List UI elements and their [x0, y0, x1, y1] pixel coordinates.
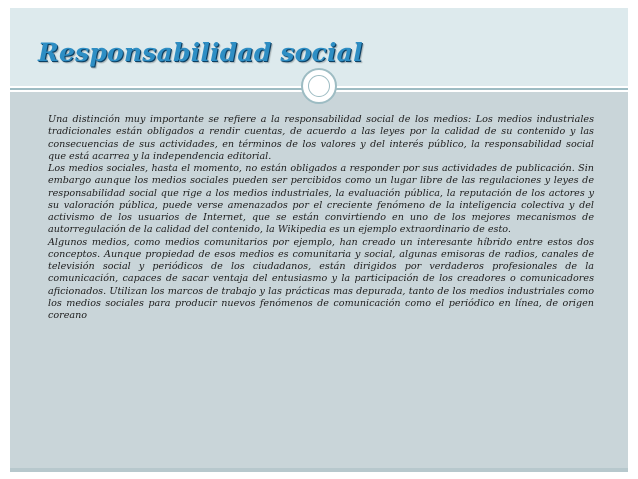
- paragraph-3: Algunos medios, como medios comunitarios por ejemplo, han creado un interesante híbrido entre estos dos conceptos. Aunque propiedad de esos medios es comunitaria y social, algunas emisoras de radios, canales de televisión social y periódicos de los ciudadanos, están dirigidos por verdaderos profesionales de la comunicación, capaces de sacar ventaja del entusiasmo y la participación de los creadores o comunicadores aficionados. Utilizan los marcos de trabajo y las prácticas mas depurada, tanto de los medios industriales como los medios sociales para producir nuevos fenómenos de comunicación como el periódico en línea, de origen coreano: [48, 236, 594, 321]
- paragraph-1: Una distinción muy importante se refiere a la responsabilidad social de los medios: Los medios industriales tradicionales están obligados a rendir cuentas, de acuerdo a las leyes por la calidad de su contenido y las consecuencias de sus actividades, en términos de los valores y del interés público, la responsabilidad social que está acarrea y la independencia editorial.: [48, 114, 594, 162]
- decorative-circle-ornament: [301, 68, 337, 104]
- slide-title: Responsabilidad social: [38, 38, 363, 67]
- body-text: [48, 114, 594, 322]
- paragraph-2: Los medios sociales, hasta el momento, no están obligados a responder por sus actividades de publicación. Sin embargo aunque los medios sociales pueden ser percibidos como un lugar libre de las regulaciones y leyes de responsabilidad social que rige a los medios industriales, la evaluación pública, la reputación de los actores y su valoración pública, puede verse amenazados por el creciente fenómeno de la inteligencia colectiva y del activismo de los usuarios de Internet, que se están convirtiendo en uno de los mejores mecanismos de autorregulación de la calidad del contenido, la Wikipedia es un ejemplo extraordinario de esto.: [48, 163, 594, 236]
- decorative-inner-ring: [308, 75, 330, 97]
- slide-content: [10, 92, 628, 468]
- footer-bar: [10, 468, 628, 472]
